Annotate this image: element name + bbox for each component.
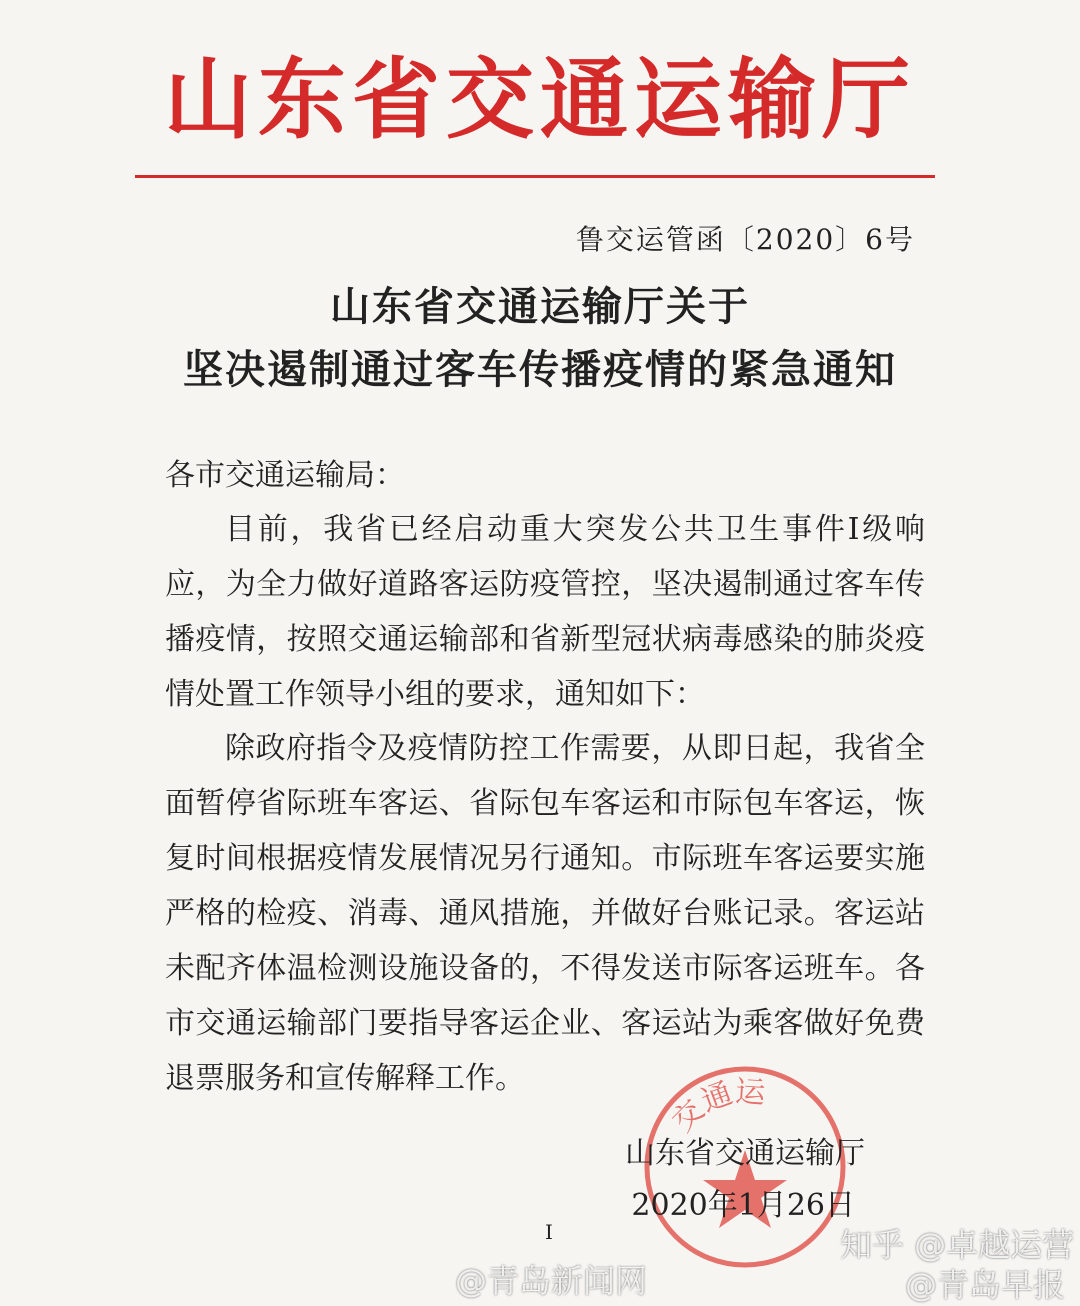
body-paragraph-1 <box>165 502 925 722</box>
watermark-qingdao-news: @青岛新闻网 <box>455 1262 648 1300</box>
page-number: I <box>545 1220 553 1244</box>
notice-title-line-1: 山东省交通运输厅关于 <box>330 284 750 330</box>
signature-organization: 山东省交通运输厅 <box>625 1136 865 1171</box>
seal-text: 交通运 <box>665 1074 767 1140</box>
letterhead-title: 山东省交通运输厅 <box>163 48 916 151</box>
signature-date: 2020年1月26日 <box>631 1188 855 1223</box>
watermark-zhihu: 知乎 @卓越运营 <box>840 1226 1075 1264</box>
paragraph-text: 除政府指令及疫情防控工作需要，从即日起，我省全面暂停省际班车客运、省际包车客运和市际包车客运，恢复时间根据疫情发展情况另行通知。市际班车客运要实施严格的检疫、消毒、通风措施，并做好台账记录。客运站未配齐体温检测设施设备的，不得发送市际客运班车。各市交通运输部门要指导客运企业、客运站为乘客做好免费退票服务和宣传解释工作。 <box>165 731 925 1096</box>
watermark-qingdao-morning-post: @青岛早报 <box>905 1266 1066 1304</box>
body-paragraph-2 <box>165 721 925 1106</box>
paragraph-text: 目前，我省已经启动重大突发公共卫生事件Ⅰ级响应，为全力做好道路客运防疫管控，坚决遏制通过客车传播疫情，按照交通运输部和省新型冠状病毒感染的肺炎疫情处置工作领导小组的要求，通知如下： <box>165 512 925 712</box>
salutation: 各市交通运输局： <box>165 458 405 493</box>
document-number: 鲁交运管函〔2020〕6号 <box>575 223 915 256</box>
letterhead-red-rule <box>135 175 935 178</box>
notice-title-line-2: 坚决遏制通过客车传播疫情的紧急通知 <box>183 347 897 393</box>
